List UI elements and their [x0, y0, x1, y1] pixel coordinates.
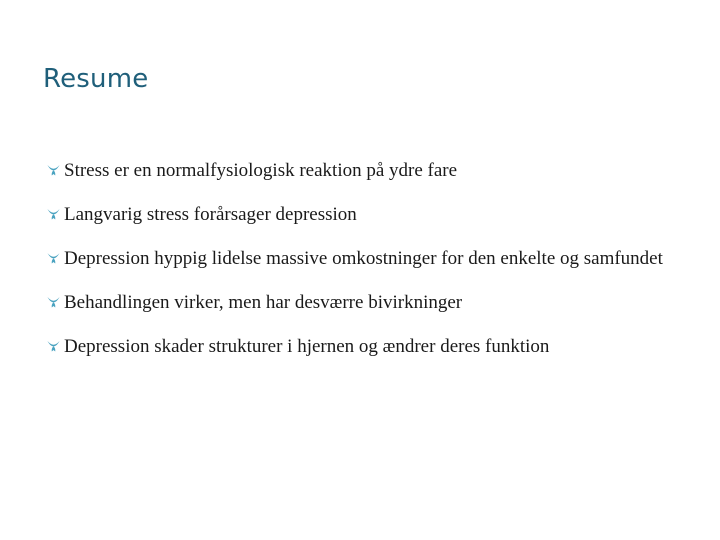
bullet-text: Depression hyppig lidelse massive omkostninger for den enkelte og samfundet	[64, 248, 663, 269]
bullet-text: Stress er en normalfysiologisk reaktion på ydre fare	[64, 160, 458, 181]
tulip-bullet-icon	[46, 206, 61, 221]
slide-title: Resume	[43, 64, 149, 94]
bullet-item	[44, 160, 674, 182]
bullet-item	[44, 248, 674, 270]
tulip-bullet-icon	[46, 250, 61, 265]
bullet-item	[44, 204, 674, 226]
bullet-item	[44, 292, 674, 314]
bullet-list	[44, 160, 674, 358]
bullet-text: Behandlingen virker, men har desværre bivirkninger	[64, 292, 463, 313]
bullet-text: Depression skader strukturer i hjernen og ændrer deres funktion	[64, 336, 550, 357]
tulip-bullet-icon	[46, 338, 61, 353]
tulip-bullet-icon	[46, 162, 61, 177]
tulip-bullet-icon	[46, 294, 61, 309]
bullet-text: Langvarig stress forårsager depression	[64, 204, 357, 225]
bullet-item	[44, 336, 674, 358]
